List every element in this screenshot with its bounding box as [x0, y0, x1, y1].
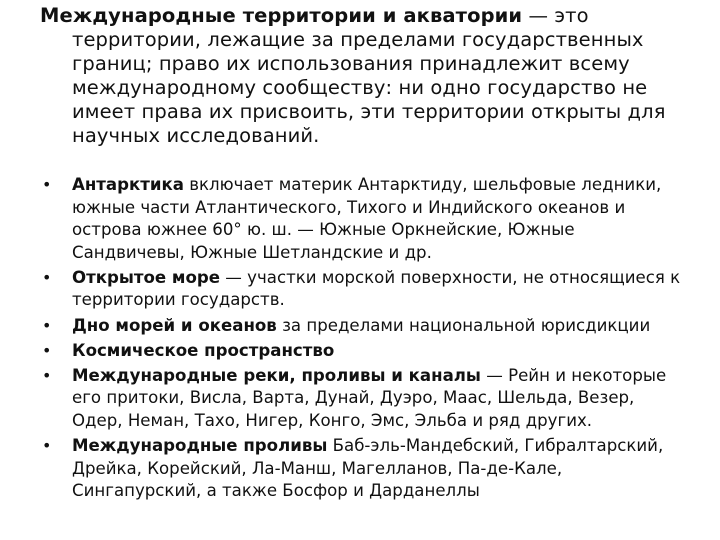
bullet-term: Международные реки, проливы и каналы — [72, 365, 481, 385]
list-item — [40, 435, 690, 503]
list-item — [40, 174, 690, 264]
bullet-text: за пределами национальной юрисдикции — [276, 315, 651, 335]
bullet-text: — Рейн и некоторые его притоки, Висла, Варта, Дунай, Дуэро, Маас, Шельда, Везер, Одер, Неман, Тахо, Нигер, Конго, Эмс, Эльба и ряд других. — [72, 365, 667, 430]
bullet-icon: • — [42, 436, 52, 456]
bullet-icon: • — [42, 267, 52, 287]
bullet-icon: • — [42, 365, 52, 385]
list-item — [40, 365, 690, 433]
bullet-list — [40, 174, 690, 505]
bullet-term: Открытое море — [72, 267, 221, 287]
intro-term: Международные территории и акватории — [40, 4, 523, 27]
bullet-icon: • — [42, 340, 52, 360]
bullet-term: Международные проливы — [72, 436, 328, 456]
bullet-text: включает материк Антарктиду, шельфовые ледники, южные части Атлантического, Тихого и Индийского океанов и острова южнее 60° ю. ш. — Южные Оркнейские, Южные Сандвичевы, Южные Шетландские и др. — [72, 175, 662, 262]
list-item — [40, 267, 690, 312]
intro-text: — это территории, лежащие за пределами государственных границ; право их использования принадлежит всему международному сообществу: ни одно государство не имеет права их присвоить, эти территории открыты для научных исследований. — [72, 4, 666, 147]
list-item — [40, 315, 690, 338]
bullet-term: Дно морей и океанов — [72, 315, 277, 335]
bullet-icon: • — [42, 315, 52, 335]
bullet-text: Баб-эль-Мандебский, Гибралтарский, Дрейка, Корейский, Ла-Манш, Магелланов, Па-де-Кале, Сингапурский, а также Босфор и Дарданеллы — [72, 436, 664, 501]
bullet-term: Космическое пространство — [72, 340, 335, 360]
bullet-icon: • — [42, 175, 52, 194]
intro-paragraph — [40, 4, 712, 148]
bullet-term: Антарктика — [72, 175, 184, 194]
list-item — [40, 340, 690, 363]
bullet-text: — участки морской поверхности, не относящиеся к территории государств. — [72, 267, 681, 310]
